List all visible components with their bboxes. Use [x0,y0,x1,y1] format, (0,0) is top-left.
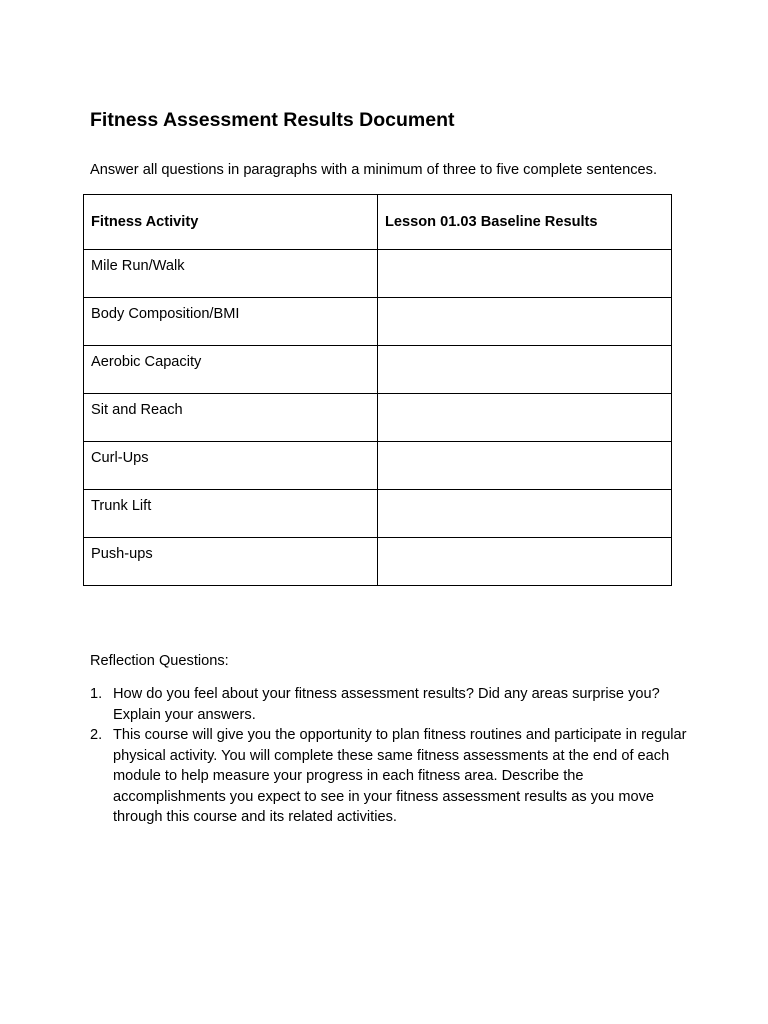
activity-cell: Curl-Ups [84,442,378,490]
result-cell[interactable] [378,490,672,538]
table-row [84,346,672,394]
activity-cell: Push-ups [84,538,378,586]
table-row [84,538,672,586]
table-row [84,442,672,490]
question-text: This course will give you the opportunity to plan fitness routines and participate in regular physical activity. You will complete these same fitness assessments at the end of each module to help measure your progress in each fitness area. Describe the accomplishments you expect to see in your fitness assessment results as you move through this course and its related activities. [113,727,687,825]
instructions-text: Answer all questions in paragraphs with a minimum of three to five complete sentences. [90,162,658,178]
table-row [84,394,672,442]
question-number: 1. [90,686,103,702]
list-item [90,725,690,828]
result-cell[interactable] [378,346,672,394]
result-cell[interactable] [378,442,672,490]
reflection-question-list [90,684,690,828]
question-text: How do you feel about your fitness assessment results? Did any areas surprise you? Explain your answers. [113,686,660,723]
activity-cell: Trunk Lift [84,490,378,538]
table-row [84,490,672,538]
document-title: Fitness Assessment Results Document [90,109,455,131]
result-cell[interactable] [378,538,672,586]
activity-cell: Sit and Reach [84,394,378,442]
result-cell[interactable] [378,250,672,298]
table-header-row [84,195,672,250]
header-fitness-activity: Fitness Activity [84,195,378,250]
result-cell[interactable] [378,298,672,346]
question-number: 2. [90,727,103,743]
activity-cell: Mile Run/Walk [84,250,378,298]
reflection-heading: Reflection Questions: [90,653,229,669]
table-row [84,250,672,298]
table-row [84,298,672,346]
activity-cell: Body Composition/BMI [84,298,378,346]
header-baseline-results: Lesson 01.03 Baseline Results [378,195,672,250]
result-cell[interactable] [378,394,672,442]
list-item [90,684,690,725]
fitness-results-table [83,194,672,586]
activity-cell: Aerobic Capacity [84,346,378,394]
